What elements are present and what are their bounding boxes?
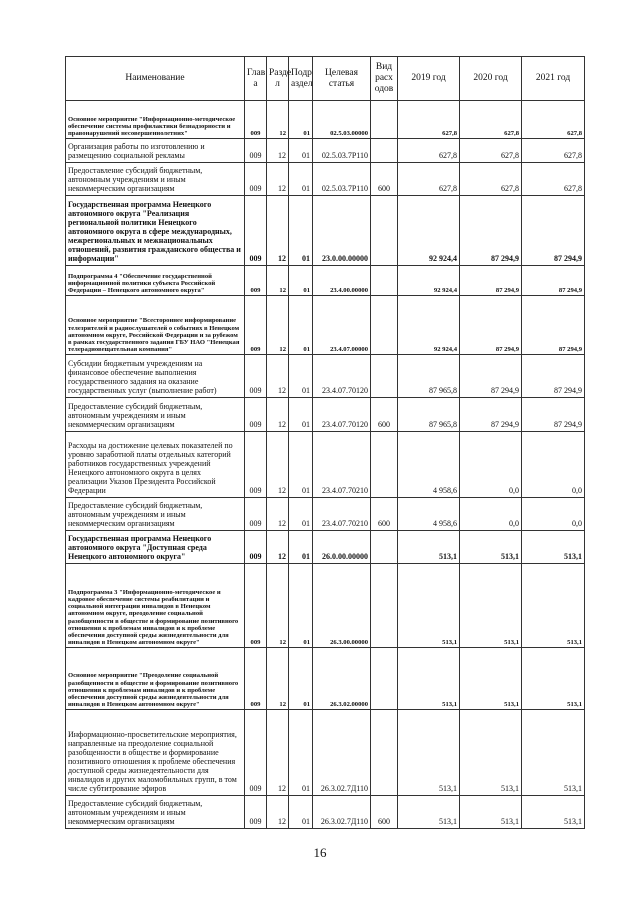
row-target: 26.3.02.7Д110 — [313, 710, 371, 796]
row-glava: 009 — [245, 163, 267, 196]
row-vid: 600 — [371, 163, 398, 196]
header-podrazdel: Подр аздел — [289, 57, 313, 101]
row-podrazdel: 01 — [289, 196, 313, 266]
row-vid — [371, 266, 398, 296]
table-row — [66, 139, 585, 163]
row-name: Государственная программа Ненецкого автономного округа "Доступная среда Ненецкого автономного округа" — [66, 531, 245, 564]
row-glava: 009 — [245, 796, 267, 829]
row-glava: 009 — [245, 498, 267, 531]
table-row — [66, 196, 585, 266]
row-2019: 627,8 — [398, 101, 460, 139]
row-glava: 009 — [245, 266, 267, 296]
row-2019: 513,1 — [398, 564, 460, 648]
row-podrazdel: 01 — [289, 101, 313, 139]
row-glava: 009 — [245, 196, 267, 266]
row-2019: 513,1 — [398, 531, 460, 564]
row-name: Предоставление субсидий бюджетным, автономным учреждениям и иным некоммерческим организациям — [66, 398, 245, 432]
row-razdel: 12 — [267, 163, 289, 196]
row-2019: 92 924,4 — [398, 266, 460, 296]
row-vid: 600 — [371, 796, 398, 829]
row-podrazdel: 01 — [289, 398, 313, 432]
row-podrazdel: 01 — [289, 355, 313, 398]
row-target: 26.0.00.00000 — [313, 531, 371, 564]
row-name: Основное мероприятие "Преодоление социальной разобщенности в обществе и формирование позитивного отношения к проблемам инвалидов и к проблеме обеспечения доступной среды жизнедеятельности для инвалидов в Ненецком автономном округе" — [66, 648, 245, 710]
row-2020: 513,1 — [460, 531, 522, 564]
row-name: Подпрограмма 3 "Информационно-методическое и кадровое обеспечение системы реабилитации и социальной интеграции инвалидов в Ненецком автономном округе, преодоление социальной разобщенности в обществе и формирование позитивного отношения к проблемам инвалидов и к проблеме обеспечения доступной среды жизнедеятельности для инвалидов в Ненецком автономном округе" — [66, 564, 245, 648]
row-vid — [371, 296, 398, 355]
table-header — [66, 57, 585, 101]
table-row — [66, 163, 585, 196]
row-target: 23.0.00.00000 — [313, 196, 371, 266]
row-glava: 009 — [245, 101, 267, 139]
row-name: Предоставление субсидий бюджетным, автономным учреждениям и иным некоммерческим организациям — [66, 498, 245, 531]
header-name: Наименование — [66, 57, 245, 101]
header-2021: 2021 год — [522, 57, 585, 101]
row-2021: 0,0 — [522, 432, 585, 498]
row-2020: 87 294,9 — [460, 296, 522, 355]
row-glava: 009 — [245, 564, 267, 648]
row-name: Основное мероприятие "Информационно-методическое обеспечение системы профилактики безнадзорности и правонарушений несовершеннолетних" — [66, 101, 245, 139]
row-2019: 513,1 — [398, 796, 460, 829]
row-razdel: 12 — [267, 296, 289, 355]
row-target: 26.3.02.7Д110 — [313, 796, 371, 829]
row-name: Государственная программа Ненецкого автономного округа "Реализация региональной политики Ненецкого автономного округа в сфере международных, межрегиональных и межнациональных отношений, развития гражданского общества и информации" — [66, 196, 245, 266]
row-2021: 87 294,9 — [522, 398, 585, 432]
row-2020: 87 294,9 — [460, 196, 522, 266]
row-2021: 627,8 — [522, 101, 585, 139]
row-podrazdel: 01 — [289, 296, 313, 355]
row-2021: 0,0 — [522, 498, 585, 531]
row-vid — [371, 531, 398, 564]
row-glava: 009 — [245, 648, 267, 710]
row-glava: 009 — [245, 710, 267, 796]
row-name: Подпрограмма 4 "Обеспечение государственной информационной политики субъекта Российской Федерации – Ненецкого автономного округа" — [66, 266, 245, 296]
row-podrazdel: 01 — [289, 564, 313, 648]
budget-table — [65, 56, 585, 829]
row-vid — [371, 139, 398, 163]
row-name: Организация работы по изготовлению и размещению социальной рекламы — [66, 139, 245, 163]
row-vid — [371, 196, 398, 266]
row-target: 23.4.07.70120 — [313, 355, 371, 398]
row-target: 23.4.07.70210 — [313, 432, 371, 498]
header-2019: 2019 год — [398, 57, 460, 101]
row-2019: 87 965,8 — [398, 398, 460, 432]
row-name: Основное мероприятие "Всестороннее информирование телезрителей и радиослушателей о событиях в Ненецком автономном округе, Российской Федерации и за рубежом в рамках государственного задания ГБУ НАО "Ненецкая телерадиовещательная компания" — [66, 296, 245, 355]
row-razdel: 12 — [267, 266, 289, 296]
row-podrazdel: 01 — [289, 498, 313, 531]
row-2020: 627,8 — [460, 163, 522, 196]
row-vid — [371, 432, 398, 498]
row-vid: 600 — [371, 398, 398, 432]
row-target: 23.4.07.70120 — [313, 398, 371, 432]
row-2020: 87 294,9 — [460, 266, 522, 296]
row-2021: 627,8 — [522, 163, 585, 196]
row-razdel: 12 — [267, 710, 289, 796]
row-2020: 627,8 — [460, 101, 522, 139]
table-row — [66, 398, 585, 432]
row-2019: 87 965,8 — [398, 355, 460, 398]
table-row — [66, 710, 585, 796]
table-row — [66, 101, 585, 139]
row-2021: 87 294,9 — [522, 355, 585, 398]
row-razdel: 12 — [267, 196, 289, 266]
row-2020: 0,0 — [460, 498, 522, 531]
row-2020: 513,1 — [460, 648, 522, 710]
row-2019: 92 924,4 — [398, 296, 460, 355]
row-2021: 513,1 — [522, 710, 585, 796]
table-row — [66, 432, 585, 498]
row-razdel: 12 — [267, 796, 289, 829]
row-2021: 513,1 — [522, 796, 585, 829]
row-2021: 87 294,9 — [522, 196, 585, 266]
row-razdel: 12 — [267, 432, 289, 498]
row-vid — [371, 564, 398, 648]
table-row — [66, 796, 585, 829]
row-name: Информационно-просветительские мероприятия, направленные на преодоление социальной разобщенности в обществе и формирование позитивного отношения к проблеме обеспечения доступной среды жизнедеятельности для инвалидов и других маломобильных групп, в том числе субтитрование эфиров — [66, 710, 245, 796]
row-2021: 627,8 — [522, 139, 585, 163]
row-2019: 627,8 — [398, 163, 460, 196]
row-razdel: 12 — [267, 648, 289, 710]
row-target: 02.5.03.7Р110 — [313, 139, 371, 163]
row-glava: 009 — [245, 531, 267, 564]
row-2020: 0,0 — [460, 432, 522, 498]
row-glava: 009 — [245, 432, 267, 498]
row-2020: 513,1 — [460, 564, 522, 648]
row-2021: 513,1 — [522, 531, 585, 564]
row-target: 23.4.00.00000 — [313, 266, 371, 296]
row-vid — [371, 710, 398, 796]
row-2020: 513,1 — [460, 710, 522, 796]
row-2020: 87 294,9 — [460, 398, 522, 432]
row-2019: 627,8 — [398, 139, 460, 163]
row-2019: 513,1 — [398, 648, 460, 710]
row-2021: 513,1 — [522, 648, 585, 710]
row-target: 23.4.07.70210 — [313, 498, 371, 531]
row-vid: 600 — [371, 498, 398, 531]
row-target: 26.3.00.00000 — [313, 564, 371, 648]
row-2019: 4 958,6 — [398, 432, 460, 498]
row-2020: 627,8 — [460, 139, 522, 163]
header-target: Целевая статья — [313, 57, 371, 101]
row-glava: 009 — [245, 139, 267, 163]
table-row — [66, 296, 585, 355]
table-row — [66, 355, 585, 398]
row-glava: 009 — [245, 355, 267, 398]
row-razdel: 12 — [267, 101, 289, 139]
row-2021: 513,1 — [522, 564, 585, 648]
row-name: Расходы на достижение целевых показателей по уровню заработной платы отдельных категорий работников государственных учреждений Ненецкого автономного округа в целях реализации Указов Президента Российской Федерации — [66, 432, 245, 498]
row-target: 23.4.07.00000 — [313, 296, 371, 355]
row-target: 26.3.02.00000 — [313, 648, 371, 710]
table-row — [66, 498, 585, 531]
row-2019: 4 958,6 — [398, 498, 460, 531]
row-podrazdel: 01 — [289, 432, 313, 498]
row-razdel: 12 — [267, 564, 289, 648]
row-razdel: 12 — [267, 355, 289, 398]
row-2020: 513,1 — [460, 796, 522, 829]
row-2019: 513,1 — [398, 710, 460, 796]
header-2020: 2020 год — [460, 57, 522, 101]
table-row — [66, 266, 585, 296]
table-row — [66, 564, 585, 648]
page-number: 16 — [313, 845, 327, 860]
header-glava: Глав а — [245, 57, 267, 101]
row-glava: 009 — [245, 296, 267, 355]
row-podrazdel: 01 — [289, 266, 313, 296]
row-name: Субсидии бюджетным учреждениям на финансовое обеспечение выполнения государственного задания на оказание государственных услуг (выполнение работ) — [66, 355, 245, 398]
row-name: Предоставление субсидий бюджетным, автономным учреждениям и иным некоммерческим организациям — [66, 163, 245, 196]
row-podrazdel: 01 — [289, 163, 313, 196]
row-razdel: 12 — [267, 398, 289, 432]
row-target: 02.5.03.00000 — [313, 101, 371, 139]
row-razdel: 12 — [267, 139, 289, 163]
row-glava: 009 — [245, 398, 267, 432]
row-podrazdel: 01 — [289, 710, 313, 796]
row-2021: 87 294,9 — [522, 266, 585, 296]
row-razdel: 12 — [267, 498, 289, 531]
row-vid — [371, 355, 398, 398]
row-2019: 92 924,4 — [398, 196, 460, 266]
row-podrazdel: 01 — [289, 648, 313, 710]
row-vid — [371, 648, 398, 710]
header-razdel: Разде л — [267, 57, 289, 101]
table-row — [66, 531, 585, 564]
row-vid — [371, 101, 398, 139]
table-row — [66, 648, 585, 710]
row-razdel: 12 — [267, 531, 289, 564]
row-podrazdel: 01 — [289, 531, 313, 564]
row-name: Предоставление субсидий бюджетным, автономным учреждениям и иным некоммерческим организациям — [66, 796, 245, 829]
row-target: 02.5.03.7Р110 — [313, 163, 371, 196]
row-2020: 87 294,9 — [460, 355, 522, 398]
row-2021: 87 294,9 — [522, 296, 585, 355]
header-vid: Вид расх одов — [371, 57, 398, 101]
row-podrazdel: 01 — [289, 139, 313, 163]
row-podrazdel: 01 — [289, 796, 313, 829]
